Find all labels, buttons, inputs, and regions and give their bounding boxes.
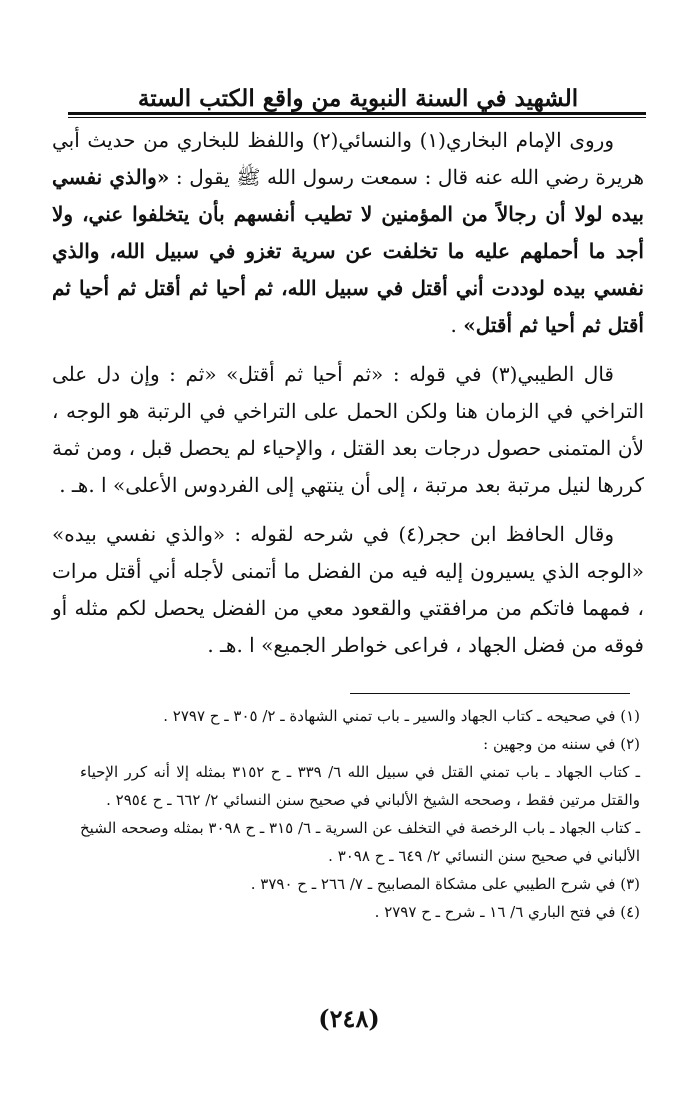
paragraph-ibn-hajar: وقال الحافظ ابن حجر(٤) في شرحه لقوله : «والذي نفسي بيده» «الوجه الذي يسيرون إليه فيه من الفضل ما أتمنى لأجله أني أقتل مرات ، فمهما فاتكم من مرافقتي والقعود معي من الفضل يحصل لكم مثله أو فوقه من فضل الجهاد ، فراعى خواطر الجميع» ا .هـ . bbox=[52, 522, 644, 657]
footnote-2: (٢) في سننه من وجهين : bbox=[483, 735, 640, 753]
header-rule bbox=[68, 112, 646, 115]
paragraph-hadith bbox=[52, 122, 644, 344]
footnote-2b: ـ كتاب الجهاد ـ باب الرخصة في التخلف عن السرية ـ ٦/ ٣١٥ ـ ح ٣٠٩٨ بمثله وصححه الشيخ الألباني في صحيح سنن النسائي ٢/ ٦٤٩ ـ ح ٣٠٩٨ . bbox=[80, 819, 641, 865]
footnote-1: (١) في صحيحه ـ كتاب الجهاد والسير ـ باب تمني الشهادة ـ ٢/ ٣٠٥ ـ ح ٢٧٩٧ . bbox=[163, 707, 640, 725]
footnote-2a: ـ كتاب الجهاد ـ باب تمني القتل في سبيل الله ٦/ ٣٣٩ ـ ح ٣١٥٢ بمثله إلا أنه كرر الإحياء والقتل مرتين فقط ، وصححه الشيخ الألباني في صحيح سنن النسائي ٢/ ٦٦٢ ـ ح ٢٩٥٤ . bbox=[80, 763, 640, 809]
header-rule-thin bbox=[68, 117, 646, 118]
paragraph-tibi: قال الطيبي(٣) في قوله : «ثم أحيا ثم أقتل» «ثم : وإن دل على التراخي في الزمان هنا ولكن الحمل على التراخي في الرتبة هو الوجه ، لأن المتمنى حصول درجات بعد القتل ، والإحياء لم يحصل قبل ، ومن ثمة كررها لنيل مرتبة بعد مرتبة ، إلى أن ينتهي إلى الفردوس الأعلى» ا .هـ . bbox=[52, 362, 644, 497]
footnote-3: (٣) في شرح الطيبي على مشكاة المصابيح ـ ٧/ ٢٦٦ ـ ح ٣٧٩٠ . bbox=[250, 875, 640, 893]
running-header: الشهيد في السنة النبوية من واقع الكتب الستة bbox=[137, 85, 579, 112]
hadith-intro: وروى الإمام البخاري(١) والنسائي(٢) واللفظ للبخاري من حديث أبي هريرة رضي الله عنه قال : سمعت رسول الله ﷺ يقول : bbox=[52, 128, 645, 189]
footnote-separator bbox=[350, 693, 630, 694]
footnotes bbox=[80, 702, 640, 926]
hadith-end: . bbox=[450, 313, 464, 337]
page-number: (٢٤٨) bbox=[318, 1004, 380, 1033]
main-text bbox=[52, 122, 644, 676]
footnote-4: (٤) في فتح الباري ٦/ ١٦ ـ شرح ـ ح ٢٧٩٧ . bbox=[374, 903, 640, 921]
hadith-quote: «والذي نفسي بيده لولا أن رجالاً من المؤمنين لا تطيب أنفسهم بأن يتخلفوا عني، ولا أجد ما أحملهم عليه ما تخلفت عن سرية تغزو في سبيل الله، والذي نفسي بيده لوددت أني أقتل في سبيل الله، ثم أحيا ثم أقتل ثم أحيا ثم أقتل ثم أحيا ثم أقتل» bbox=[52, 165, 644, 337]
